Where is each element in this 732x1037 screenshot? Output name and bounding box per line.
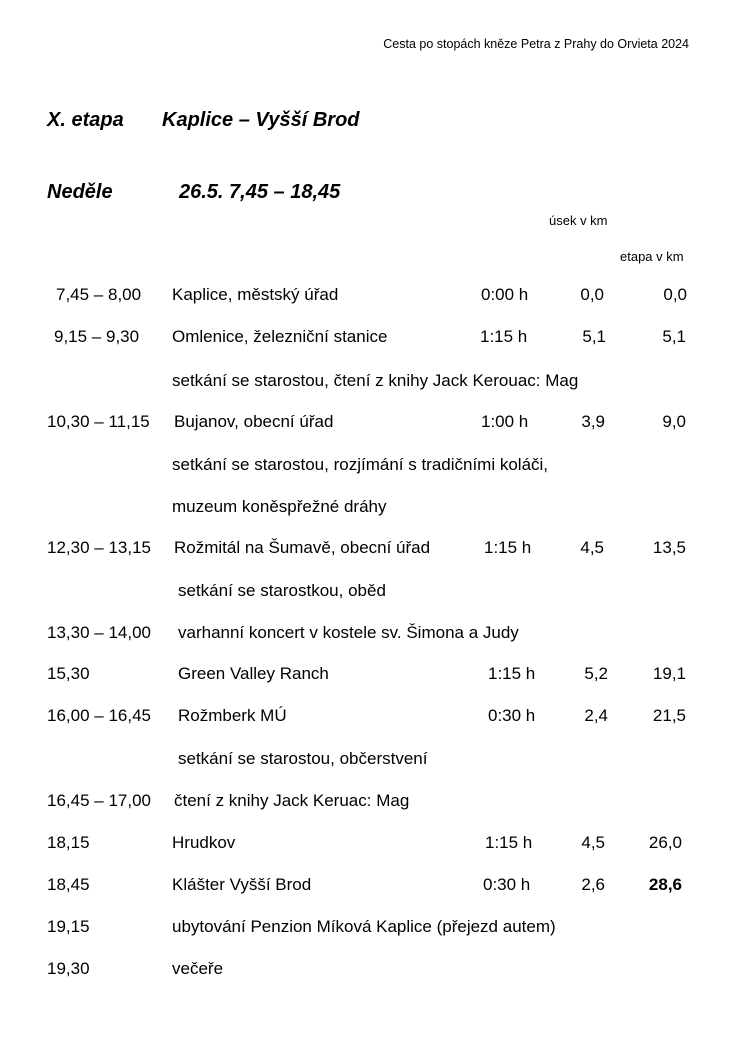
row-time: 16,45 – 17,00 bbox=[47, 791, 151, 810]
row-duration: 0:30 h bbox=[488, 706, 536, 725]
itinerary-row bbox=[0, 664, 732, 694]
date-time-range: 26.5. 7,45 – 18,45 bbox=[179, 181, 341, 203]
row-segment-km: 0,0 bbox=[580, 285, 604, 304]
row-duration: 1:15 h bbox=[480, 327, 528, 346]
row-segment-km: 5,1 bbox=[582, 327, 606, 346]
day-name: Neděle bbox=[47, 181, 113, 203]
itinerary-row bbox=[0, 917, 732, 947]
row-segment-km: 4,5 bbox=[581, 833, 605, 852]
itinerary-row bbox=[0, 497, 732, 527]
stage-number: X. etapa bbox=[47, 109, 124, 131]
row-stage-total-km: 26,0 bbox=[648, 833, 682, 852]
row-stage-total-km: 28,6 bbox=[648, 875, 682, 894]
row-segment-km: 2,6 bbox=[581, 875, 605, 894]
row-stage-total-km: 5,1 bbox=[662, 327, 686, 346]
row-place: Hrudkov bbox=[172, 833, 236, 852]
itinerary-row bbox=[0, 833, 732, 863]
row-time: 15,30 bbox=[47, 664, 90, 683]
row-segment-km: 3,9 bbox=[581, 412, 605, 431]
running-header: Cesta po stopách kněze Petra z Prahy do Orvieta 2024 bbox=[383, 37, 689, 51]
row-place: Rožmitál na Šumavě, obecní úřad bbox=[174, 538, 431, 557]
row-place: Kaplice, městský úřad bbox=[172, 285, 339, 304]
row-place: varhanní koncert v kostele sv. Šimona a Judy bbox=[178, 623, 519, 642]
row-duration: 1:15 h bbox=[488, 664, 536, 683]
row-duration: 0:00 h bbox=[481, 285, 529, 304]
row-duration: 1:15 h bbox=[485, 833, 533, 852]
itinerary-row bbox=[0, 412, 732, 442]
row-time: 19,15 bbox=[47, 917, 90, 936]
row-stage-total-km: 21,5 bbox=[652, 706, 686, 725]
itinerary-row bbox=[0, 285, 732, 315]
row-segment-km: 2,4 bbox=[584, 706, 608, 725]
row-stage-total-km: 0,0 bbox=[663, 285, 687, 304]
itinerary-row bbox=[0, 455, 732, 485]
row-place: čtení z knihy Jack Keruac: Mag bbox=[174, 791, 410, 810]
itinerary-row bbox=[0, 327, 732, 357]
row-place: setkání se starostou, rozjímání s tradičními koláči, bbox=[172, 455, 549, 474]
row-time: 10,30 – 11,15 bbox=[47, 412, 150, 431]
row-place: setkání se starostou, čtení z knihy Jack Kerouac: Mag bbox=[172, 371, 579, 390]
itinerary-row bbox=[0, 959, 732, 989]
row-place: ubytování Penzion Míková Kaplice (přejezd autem) bbox=[172, 917, 556, 936]
stage-route: Kaplice – Vyšší Brod bbox=[162, 109, 360, 131]
row-duration: 0:30 h bbox=[483, 875, 531, 894]
row-place: setkání se starostkou, oběd bbox=[178, 581, 386, 600]
row-time: 18,45 bbox=[47, 875, 90, 894]
row-place: Rožmberk MÚ bbox=[178, 706, 287, 725]
row-place: večeře bbox=[172, 959, 224, 978]
row-duration: 1:15 h bbox=[484, 538, 532, 557]
row-time: 9,15 – 9,30 bbox=[54, 327, 140, 346]
row-place: Klášter Vyšší Brod bbox=[172, 875, 312, 894]
itinerary-row bbox=[0, 875, 732, 905]
row-place: Bujanov, obecní úřad bbox=[174, 412, 334, 431]
row-stage-total-km: 19,1 bbox=[652, 664, 686, 683]
segment-column-label: úsek v km bbox=[549, 213, 608, 228]
row-segment-km: 5,2 bbox=[584, 664, 608, 683]
row-stage-total-km: 9,0 bbox=[662, 412, 686, 431]
row-stage-total-km: 13,5 bbox=[652, 538, 686, 557]
stage-column-label: etapa v km bbox=[620, 249, 684, 264]
itinerary-row bbox=[0, 538, 732, 568]
row-time: 19,30 bbox=[47, 959, 90, 978]
itinerary-row bbox=[0, 791, 732, 821]
row-place: Green Valley Ranch bbox=[178, 664, 329, 683]
row-time: 16,00 – 16,45 bbox=[47, 706, 151, 725]
row-time: 18,15 bbox=[47, 833, 90, 852]
row-duration: 1:00 h bbox=[481, 412, 529, 431]
row-place: Omlenice, železniční stanice bbox=[172, 327, 388, 346]
row-segment-km: 4,5 bbox=[580, 538, 604, 557]
itinerary-row bbox=[0, 749, 732, 779]
itinerary-row bbox=[0, 371, 732, 401]
row-time: 12,30 – 13,15 bbox=[47, 538, 151, 557]
row-time: 7,45 – 8,00 bbox=[56, 285, 142, 304]
row-place: setkání se starostou, občerstvení bbox=[178, 749, 428, 768]
itinerary-row bbox=[0, 706, 732, 736]
itinerary-row bbox=[0, 623, 732, 653]
row-place: muzeum koněspřežné dráhy bbox=[172, 497, 387, 516]
row-time: 13,30 – 14,00 bbox=[47, 623, 151, 642]
itinerary-row bbox=[0, 581, 732, 611]
